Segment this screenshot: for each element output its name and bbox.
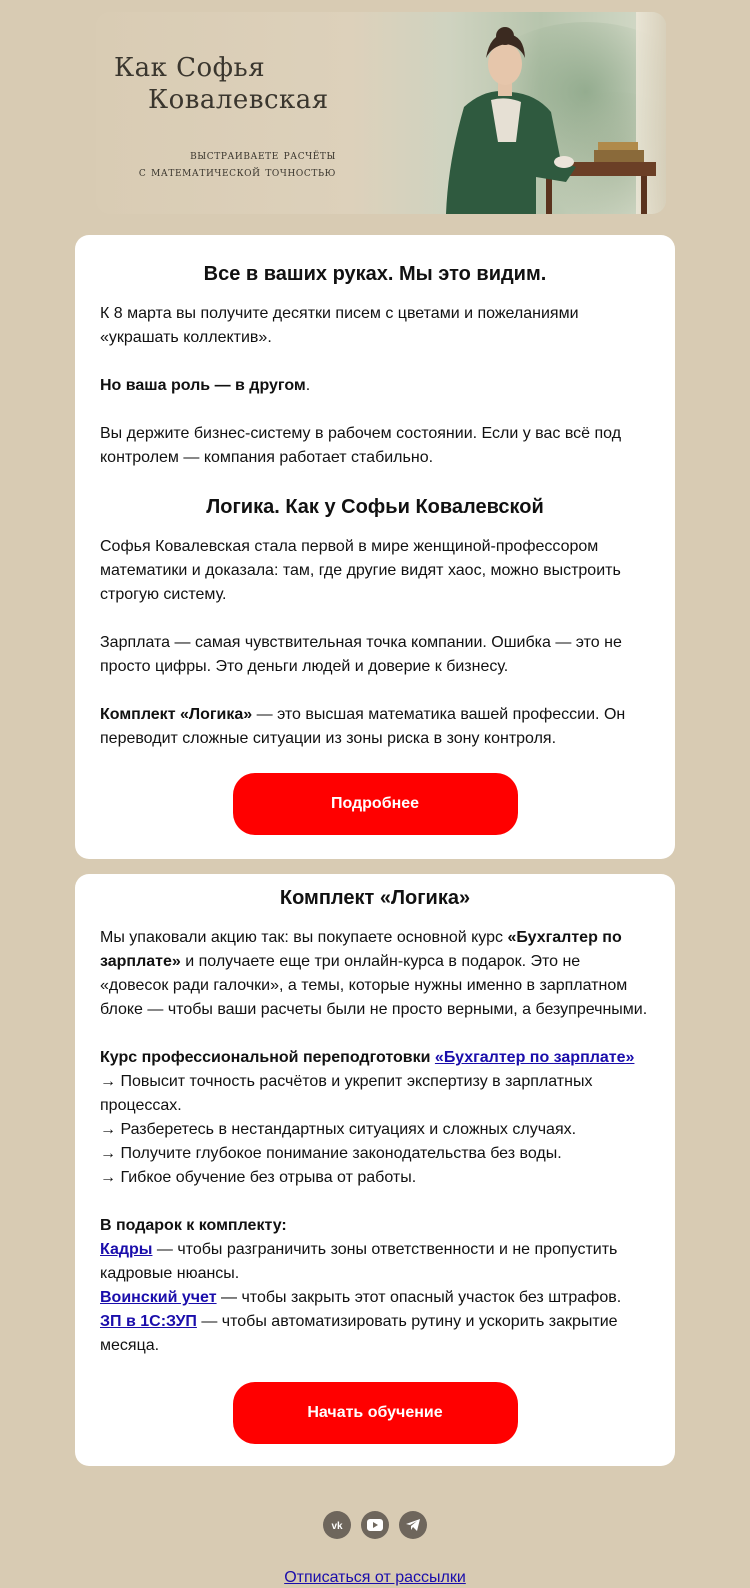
benefit-item: → Разберетесь в нестандартных ситуациях и сложных случаях. [100,1121,577,1138]
logic-heading: Логика. Как у Софьи Ковалевской [206,496,544,518]
main-course-link[interactable]: «Бухгалтер по зарплате» [434,1049,635,1066]
gift-heading: В подарок к комплекту: [100,1217,287,1234]
role-emphasis: Но ваша роль — в другом [100,377,306,394]
banner-subtitle-line2: с математической точностью [138,165,336,180]
vk-icon[interactable] [323,1511,351,1539]
intro-card [75,235,675,859]
social-links [0,1511,750,1539]
salary-paragraph: Зарплата — самая чувствительная точка компании. Ошибка — это не просто цифры. Это деньги людей и доверие к бизнесу. [100,634,622,675]
kit-card [75,874,675,1466]
kovalevskaya-paragraph: Софья Ковалевская стала первой в мире женщиной-профессором математики и доказала: там, где другие видят хаос, можно выстроить строгую систему. [100,538,621,603]
kit-intro: Мы упаковали акцию так: вы покупаете основной курс «Бухгалтер по зарплате» и получаете еще три онлайн-курса в подарок. Это не «довесок ради галочки», а темы, которые нужны именно в зарплатном блоке — чтобы ваши расчеты были не просто верными, а безупречными. [100,929,648,1018]
banner-title-line2: Ковалевская [148,85,329,115]
benefit-item: → Повысит точность расчётов и укрепит экспертизу в зарплатных процессах. [100,1073,593,1114]
hero-banner [96,12,666,214]
logic-kit-paragraph: Комплект «Логика» — это высшая математика вашей профессии. Он переводит сложные ситуации из зоны риска в зону контроля. [100,706,626,747]
intro-heading: Все в ваших руках. Мы это видим. [203,263,547,285]
intro-paragraph-3: Вы держите бизнес-систему в рабочем состоянии. Если у вас всё под контролем — компания работает стабильно. [100,425,622,466]
gift-item-zup: ЗП в 1С:ЗУП — чтобы автоматизировать рутину и ускорить закрытие месяца. [100,1313,618,1354]
military-course-link[interactable]: Воинский учет [100,1289,217,1306]
gift-item-military: Воинский учет — чтобы закрыть этот опасный участок без штрафов. [100,1289,622,1306]
unsubscribe-link[interactable]: Отписаться от рассылки [284,1569,466,1586]
benefit-item: → Гибкое обучение без отрыва от работы. [100,1169,417,1186]
benefit-item: → Получите глубокое понимание законодательства без воды. [100,1145,562,1162]
banner-title-line1: Как Софья [114,53,266,83]
more-button[interactable]: Подробнее [233,773,518,835]
zup-course-link[interactable]: ЗП в 1С:ЗУП [100,1313,197,1330]
banner-subtitle [96,147,336,181]
telegram-icon[interactable] [399,1511,427,1539]
kit-heading: Комплект «Логика» [279,887,471,909]
intro-paragraph-2: Но ваша роль — в другом. [100,377,311,394]
banner-subtitle-line1: выстраиваете расчёты [190,148,336,163]
logic-kit-name: Комплект «Логика» [100,706,253,723]
hr-course-link[interactable]: Кадры [100,1241,153,1258]
portrait-illustration [386,12,656,214]
banner-title [114,52,344,116]
youtube-icon[interactable] [361,1511,389,1539]
svg-text:vk: vk [331,1521,343,1531]
start-learning-button[interactable]: Начать обучение [233,1382,518,1444]
main-course-name: «Бухгалтер по зарплате» [100,929,622,970]
gift-item-hr: Кадры — чтобы разграничить зоны ответственности и не пропустить кадровые нюансы. [100,1241,618,1282]
intro-paragraph-1: К 8 марта вы получите десятки писем с цветами и пожеланиями «украшать коллектив». [100,305,579,346]
main-course-line: Курс профессиональной переподготовки «Бухгалтер по зарплате» [100,1049,635,1066]
